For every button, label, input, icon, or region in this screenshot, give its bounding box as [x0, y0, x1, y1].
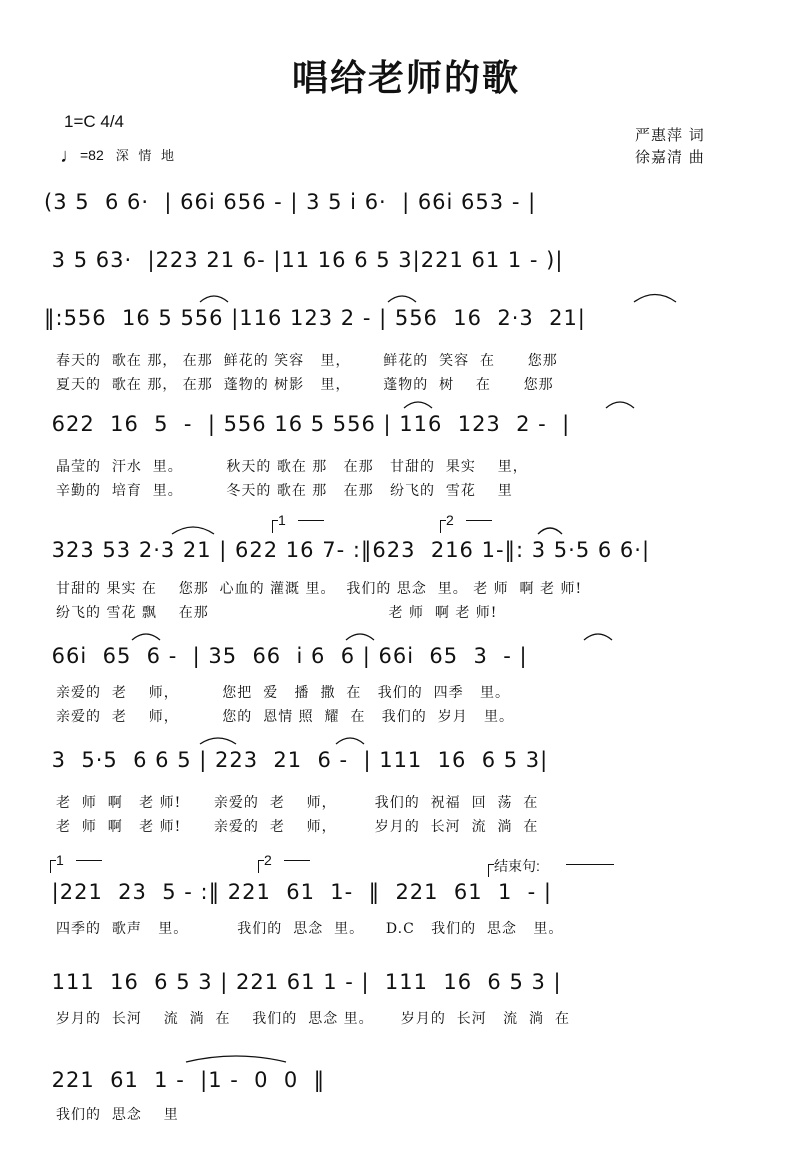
slur-mark	[132, 634, 160, 640]
expression-mark: 深 情 地	[115, 148, 177, 163]
lyric-line: 甘甜的 果实 在 您那 心血的 灌溉 里。 我们的 思念 里。 老 师 啊 老 师!	[56, 581, 583, 597]
lyric-line: 老 师 啊 老 师! 亲爱的 老 师， 我们的 祝福 回 荡 在	[56, 795, 539, 811]
score-line: |221 23 5 - :‖ 221 61 1- ‖ 221 61 1 - |	[44, 880, 552, 904]
lyric-line: 亲爱的 老 师， 您的 恩情 照 耀 在 我们的 岁月 里。	[56, 709, 515, 725]
score-line: 622 16 5 - | 556 16 5 556 | 116 123 2 - |	[44, 412, 571, 436]
score-line: 221 61 1 - |1 - 0 0 ‖	[44, 1068, 326, 1092]
score-line: 111 16 6 5 3 | 221 61 1 - | 111 16 6 5 3 |	[44, 970, 562, 994]
slur-mark	[606, 402, 634, 408]
lyric-line: 纷飞的 雪花 飘 在那 老 师 啊 老 师!	[56, 605, 498, 621]
volta-2-marker: 2	[258, 852, 272, 868]
slur-mark	[172, 527, 214, 534]
slur-mark	[634, 295, 676, 303]
slur-mark	[584, 634, 612, 640]
lyric-line: 老 师 啊 老 师! 亲爱的 老 师， 岁月的 长河 流 淌 在	[56, 819, 539, 835]
song-title: 唱给老师的歌	[291, 58, 520, 99]
slur-mark	[186, 1056, 286, 1062]
lyric-line: 夏天的 歌在 那， 在那 蓬物的 树影 里， 蓬物的 树 在 您那	[56, 377, 554, 393]
score-line: (3 5 6 6· | 66i 656 - | 3 5 i 6· | 66i 653 - |	[44, 190, 537, 214]
lyric-line: 岁月的 长河 流 淌 在 我们的 思念 里。 岁月的 长河 流 淌 在	[56, 1011, 570, 1027]
score-line: 66i 65 6 - | 35 66 i 6 6 | 66i 65 3 - |	[44, 644, 528, 668]
volta-1-marker: 1	[272, 512, 286, 528]
slur-mark	[346, 634, 374, 640]
score-line: 323 53 2·3 21 | 622 16 7- :‖623 216 1-‖: 3 5·5 6 6·|	[44, 538, 651, 562]
lyricist-credit: 严惠萍 词	[635, 126, 705, 144]
quarter-note-icon: ♩	[60, 145, 80, 167]
volta-1-marker: 1	[50, 852, 64, 868]
slur-mark	[200, 296, 228, 302]
lyric-line: 四季的 歌声 里。 我们的 思念 里。 D.C 我们的 思念 里。	[56, 921, 564, 937]
score-line: ‖:556 16 5 556 |116 123 2 - | 556 16 2·3 21|	[44, 306, 586, 330]
slur-mark	[336, 738, 364, 744]
lyric-line: 我们的 思念 里	[56, 1107, 179, 1123]
volta-2-marker: 2	[440, 512, 454, 528]
lyric-line: 辛勤的 培育 里。 冬天的 歌在 那 在那 纷飞的 雪花 里	[56, 483, 513, 499]
score-line: 3 5 63· |223 21 6- |11 16 6 5 3|221 61 1 - )|	[44, 248, 564, 272]
key-signature: 1=C 4/4	[64, 112, 125, 131]
slur-mark	[200, 738, 236, 744]
lyric-line: 春天的 歌在 那， 在那 鲜花的 笑容 里， 鲜花的 笑容 在 您那	[56, 353, 558, 369]
tempo-value: =82	[80, 147, 104, 163]
ending-phrase-marker: 结束句:	[488, 856, 540, 876]
lyric-line: 晶莹的 汗水 里。 秋天的 歌在 那 在那 甘甜的 果实 里，	[56, 459, 528, 475]
slur-mark	[538, 528, 562, 534]
lyric-line: 亲爱的 老 师， 您把 爱 播 撒 在 我们的 四季 里。	[56, 685, 510, 701]
slur-mark	[388, 296, 416, 302]
score-line: 3 5·5 6 6 5 | 223 21 6 - | 111 16 6 5 3|	[44, 748, 549, 772]
slur-mark	[404, 402, 432, 408]
composer-credit: 徐嘉清 曲	[635, 148, 705, 166]
